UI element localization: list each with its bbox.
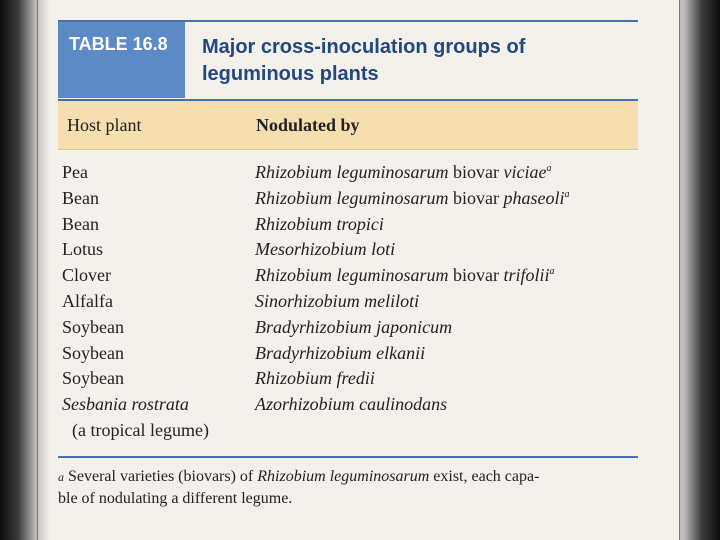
nodulator-cell [255, 239, 395, 260]
table-row [58, 188, 638, 214]
species-name: Azorhizobium caulinodans [255, 394, 448, 415]
host-cell: Sesbania rostrata [62, 394, 189, 415]
nodulator-cell [255, 291, 419, 312]
species-name: Rhizobium tropici [255, 213, 384, 234]
biovar-word: biovar [453, 265, 499, 286]
footnote-text-2: exist, each capa- [429, 468, 540, 485]
bottom-rule [58, 456, 638, 458]
biovar-name: phaseoli [503, 187, 565, 208]
nodulator-cell [255, 368, 375, 389]
species-name: Bradyrhizobium elkanii [255, 342, 426, 363]
footnote-marker: a [546, 163, 552, 174]
column-header-host: Host plant [67, 115, 142, 135]
footnote-marker: a [549, 266, 555, 278]
biovar-name: trifolii [503, 265, 550, 286]
host-cell: Bean [62, 213, 99, 234]
species-name: Sinorhizobium meliloti [255, 290, 420, 311]
table-row [58, 368, 638, 394]
biovar-word: biovar [453, 187, 499, 208]
book-page [37, 0, 680, 540]
table-row [58, 265, 638, 291]
table-body [58, 162, 638, 446]
nodulator-cell [255, 394, 447, 415]
host-cell: Soybean [62, 342, 124, 363]
footnote-text-1: Several varieties (biovars) of [64, 468, 258, 485]
footnote-species: Rhizobium leguminosarum [257, 468, 430, 485]
nodulator-cell [255, 214, 384, 235]
table-row [58, 317, 638, 343]
biovar-name: viciae [503, 162, 547, 182]
host-cell: Soybean [62, 368, 124, 389]
species-name: Rhizobium leguminosarum [255, 265, 449, 286]
table-number-badge [58, 22, 185, 98]
nodulator-cell [255, 265, 555, 286]
host-cell: Bean [62, 187, 99, 208]
nodulator-cell [255, 317, 452, 338]
table-row [58, 239, 638, 265]
table-number: TABLE 16.8 [69, 34, 168, 54]
species-name: Rhizobium leguminosarum [255, 187, 449, 208]
page-shadow [38, 0, 50, 540]
nodulator-cell [255, 162, 551, 183]
table-row [58, 343, 638, 369]
species-name: Rhizobium fredii [255, 368, 375, 389]
host-cell: Pea [62, 162, 88, 182]
host-note: (a tropical legume) [72, 419, 209, 440]
footnote-mark: a [58, 470, 64, 484]
species-name: Bradyrhizobium japonicum [255, 316, 453, 337]
column-header-nodulated: Nodulated by [256, 115, 360, 135]
footnote-marker: a [564, 188, 570, 200]
table-row [58, 394, 638, 420]
host-cell: Lotus [62, 239, 104, 260]
table-row [58, 214, 638, 240]
footnote-text-3: ble of nodulating a different legume. [58, 490, 293, 507]
host-cell: Soybean [62, 316, 124, 337]
table-footnote [58, 466, 618, 510]
host-cell: Clover [62, 265, 111, 286]
table-title [202, 34, 622, 88]
biovar-word: biovar [453, 162, 499, 182]
nodulator-cell [255, 188, 569, 209]
nodulator-cell [255, 343, 425, 364]
host-cell: Alfalfa [62, 290, 113, 311]
table-row [58, 162, 638, 188]
species-name: Rhizobium leguminosarum [255, 162, 449, 182]
species-name: Mesorhizobium loti [255, 239, 396, 260]
title-line-1: Major cross-inoculation groups of [202, 36, 526, 58]
column-header-band [58, 101, 638, 150]
table-row [58, 291, 638, 317]
title-line-2: leguminous plants [202, 63, 379, 85]
